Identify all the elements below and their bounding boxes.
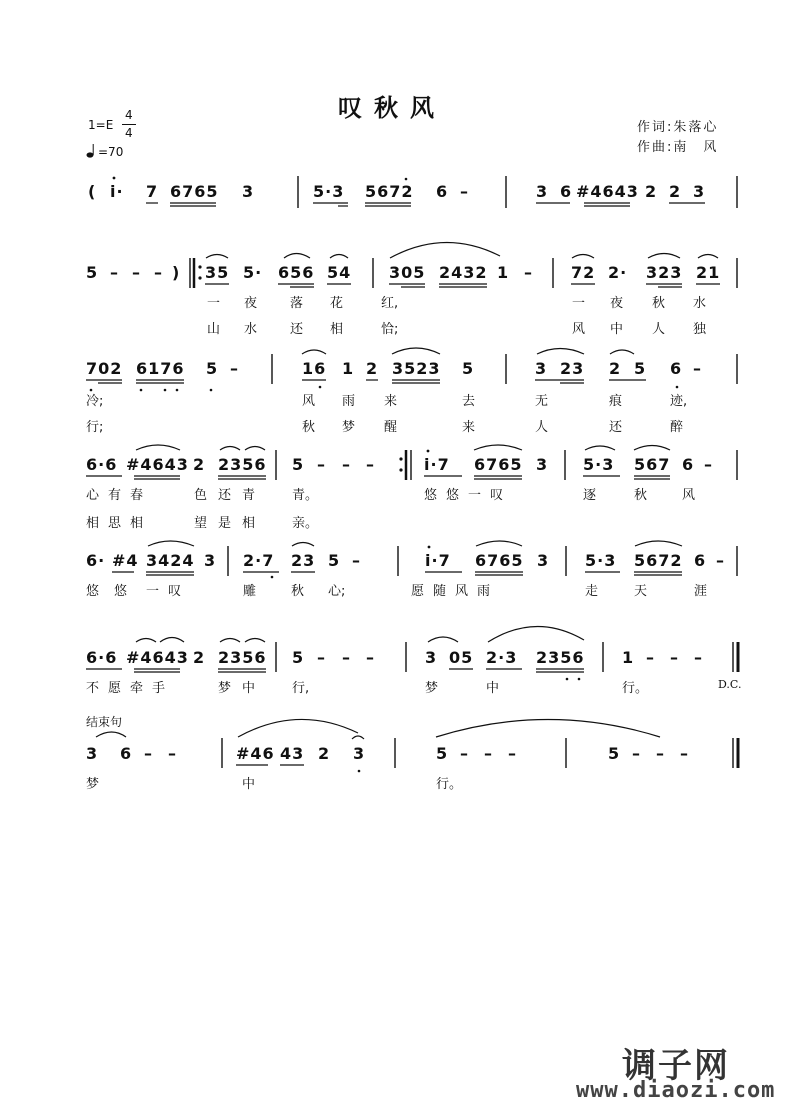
note-token: 305 (389, 263, 426, 282)
note-token: 2 (193, 648, 206, 667)
composer-credit: 作曲:南 风 (637, 140, 719, 155)
note-token: – (508, 744, 517, 763)
lyric-char: 还 (609, 420, 623, 435)
note-token: 6·6 (86, 455, 118, 474)
lyric-char: 亲。 (292, 516, 319, 531)
lyric-char: 一 (468, 488, 482, 503)
lyric-char: 恰; (381, 322, 399, 337)
note-token: 1 (497, 263, 510, 282)
lyric-char: 叹 (168, 584, 182, 599)
ending-label: 结束句 (86, 715, 123, 729)
note-token: – (342, 648, 351, 667)
note-token: 5· (243, 263, 263, 282)
lyric-char: 雕 (243, 584, 257, 599)
note-token: #4 (112, 551, 139, 570)
note-token: – (317, 455, 326, 474)
lyric-char: 还 (290, 322, 304, 337)
note-token: #46 (236, 744, 275, 763)
note-token: 6765 (475, 551, 524, 570)
note-token: 5 (292, 455, 305, 474)
note-token: ) (172, 263, 181, 282)
lyric-char: 色 (194, 488, 208, 503)
lyric-char: 是 (218, 516, 232, 531)
note-token: i· (110, 182, 124, 201)
time-signature-top: 4 (125, 108, 133, 122)
note-token: – (132, 263, 141, 282)
lyric-char: 梦 (425, 681, 439, 696)
note-token: 2· (608, 263, 628, 282)
lyric-char: 人 (652, 322, 666, 337)
note-token: – (694, 648, 703, 667)
note-token: 6 (694, 551, 707, 570)
note-token: 702 (86, 359, 123, 378)
note-token: 23 (291, 551, 316, 570)
note-token: 2432 (439, 263, 488, 282)
note-token: 6 (120, 744, 133, 763)
lyric-char: 中 (242, 777, 256, 792)
note-token: 2·7 (243, 551, 275, 570)
note-token: – (317, 648, 326, 667)
note-token: – (460, 182, 469, 201)
lyric-char: 行, (292, 681, 310, 696)
note-token: – (632, 744, 641, 763)
note-token: 54 (327, 263, 352, 282)
lyric-char: 心 (86, 488, 100, 503)
note-token: – (716, 551, 725, 570)
note-token: – (352, 551, 361, 570)
lyric-char: 秋 (302, 420, 316, 435)
note-token: 2 (366, 359, 379, 378)
note-token: 16 (302, 359, 327, 378)
note-token: 43 (280, 744, 305, 763)
lyric-char: 手 (152, 681, 166, 696)
lyric-char: 夜 (610, 296, 624, 311)
note-token: 3 (242, 182, 255, 201)
lyric-char: 思 (108, 516, 122, 531)
lyric-char: 愿 (411, 584, 425, 599)
note-token: – (366, 455, 375, 474)
lyric-char: 望 (194, 516, 208, 531)
note-token: 3 (204, 551, 217, 570)
note-token: 2356 (536, 648, 585, 667)
time-signature-bottom: 4 (125, 126, 133, 140)
note-token: 6765 (170, 182, 219, 201)
lyric-char: 一 (572, 296, 586, 311)
note-token: 2 (609, 359, 622, 378)
lyric-char: 青。 (292, 488, 319, 503)
note-token: – (680, 744, 689, 763)
note-token: i·7 (424, 455, 450, 474)
note-token: 1 (342, 359, 355, 378)
note-token: 3 (86, 744, 99, 763)
lyric-char: 无 (535, 394, 549, 409)
note-token: 2356 (218, 648, 267, 667)
note-token: 567 (634, 455, 671, 474)
lyric-char: 水 (693, 296, 707, 311)
lyric-char: 醒 (384, 420, 398, 435)
lyric-char: 醉 (670, 420, 684, 435)
lyric-char: 有 (108, 488, 122, 503)
lyric-char: 心; (328, 584, 346, 599)
lyric-char: 雨 (477, 584, 491, 599)
lyric-char: 风 (572, 322, 586, 337)
note-token: – (656, 744, 665, 763)
lyric-char: 落 (290, 296, 304, 311)
note-token: 6· (86, 551, 106, 570)
lyric-char: 夜 (244, 296, 258, 311)
note-token: 5·3 (313, 182, 345, 201)
lyric-char: 雨 (342, 394, 356, 409)
note-token: 323 (646, 263, 683, 282)
note-token: 5 (462, 359, 475, 378)
lyric-char: 梦 (342, 420, 356, 435)
lyric-char: 青 (242, 488, 256, 503)
lyric-char: 梦 (86, 777, 100, 792)
lyric-char: 风 (455, 584, 469, 599)
lyric-char: 中 (242, 681, 256, 696)
lyric-char: 独 (693, 322, 707, 337)
lyric-char: 冷; (86, 394, 104, 409)
lyric-char: 悠 (424, 488, 438, 503)
note-token: 5 (206, 359, 219, 378)
watermark-url: www.diaozi.com (576, 1078, 776, 1103)
note-token: 3 (353, 744, 366, 763)
lyric-char: 中 (486, 681, 500, 696)
note-token: 23 (560, 359, 585, 378)
lyric-char: 行。 (622, 681, 649, 696)
note-token: 1 (622, 648, 635, 667)
note-token: 5672 (634, 551, 683, 570)
note-token: 5 (328, 551, 341, 570)
lyric-char: 秋 (652, 296, 666, 311)
lyric-char: 山 (207, 322, 221, 337)
watermark-site-name: 调子网 (622, 1046, 730, 1086)
lyric-char: 痕 (609, 394, 623, 409)
note-token: 2356 (218, 455, 267, 474)
note-token: 5 (292, 648, 305, 667)
note-token: 6 (560, 182, 573, 201)
lyric-char: 来 (462, 420, 476, 435)
lyric-char: 行。 (436, 777, 463, 792)
note-token: 3 (425, 648, 438, 667)
note-token: 3 (537, 551, 550, 570)
note-token: – (646, 648, 655, 667)
lyric-char: 牵 (130, 681, 144, 696)
note-token: 5·3 (583, 455, 615, 474)
note-token: 7 (146, 182, 159, 201)
lyricist-credit: 作词:朱落心 (637, 120, 719, 135)
lyric-char: 一 (146, 584, 160, 599)
note-token: 3 (535, 359, 548, 378)
note-token: 5 (608, 744, 621, 763)
note-token: 3523 (392, 359, 441, 378)
note-token: – (693, 359, 702, 378)
note-token: – (168, 744, 177, 763)
note-token: 3 (693, 182, 706, 201)
note-token: 72 (571, 263, 596, 282)
note-token: – (484, 744, 493, 763)
lyric-char: 随 (433, 584, 447, 599)
lyric-char: 还 (218, 488, 232, 503)
note-token: – (366, 648, 375, 667)
lyric-char: 走 (585, 584, 599, 599)
lyric-char: 春 (130, 488, 144, 503)
lyric-char: 风 (302, 394, 316, 409)
note-token: 6765 (474, 455, 523, 474)
lyric-char: 逐 (583, 488, 597, 503)
note-token: 3 (536, 455, 549, 474)
lyric-char: 去 (462, 394, 476, 409)
note-token: 35 (205, 263, 230, 282)
note-token: 6 (436, 182, 449, 201)
note-token: 2 (645, 182, 658, 201)
note-token: 05 (449, 648, 474, 667)
dc-marking: D.C. (718, 678, 742, 691)
lyric-char: 花 (330, 296, 344, 311)
lyric-char: 迹, (670, 394, 688, 409)
note-token: 656 (278, 263, 315, 282)
lyric-char: 梦 (218, 681, 232, 696)
note-token: 6 (682, 455, 695, 474)
note-token: 5 (634, 359, 647, 378)
lyric-char: 天 (634, 584, 648, 599)
lyric-char: 一 (207, 296, 221, 311)
note-token: 5 (86, 263, 99, 282)
lyric-char: 悠 (114, 584, 128, 599)
lyric-char: 风 (682, 488, 696, 503)
lyric-char: 中 (610, 322, 624, 337)
note-token: – (342, 455, 351, 474)
note-token: 2 (318, 744, 331, 763)
note-token: 6176 (136, 359, 185, 378)
lyric-char: 愿 (108, 681, 122, 696)
lyric-char: 相 (130, 516, 144, 531)
tempo-marking: =70 (98, 145, 124, 159)
note-token: 5·3 (585, 551, 617, 570)
lyric-char: 人 (535, 420, 549, 435)
lyric-char: 悠 (446, 488, 460, 503)
note-token: 21 (696, 263, 721, 282)
note-token: – (154, 263, 163, 282)
lyric-char: 相 (86, 516, 100, 531)
key-signature: 1=E (88, 118, 114, 132)
lyric-char: 相 (330, 322, 344, 337)
note-token: ( (88, 182, 97, 201)
note-token: – (110, 263, 119, 282)
lyric-char: 行; (86, 420, 104, 435)
note-token: 2 (669, 182, 682, 201)
note-token: 3 (536, 182, 549, 201)
lyric-char: 秋 (634, 488, 648, 503)
lyric-char: 悠 (86, 584, 100, 599)
note-token: 5 (436, 744, 449, 763)
note-token: – (144, 744, 153, 763)
lyric-char: 叹 (490, 488, 504, 503)
note-token: #4643 (126, 648, 189, 667)
lyric-char: 不 (86, 681, 100, 696)
note-token: – (460, 744, 469, 763)
note-token: – (704, 455, 713, 474)
lyric-char: 相 (242, 516, 256, 531)
lyric-char: 来 (384, 394, 398, 409)
lyric-char: 红, (381, 296, 399, 311)
note-token: 5672 (365, 182, 414, 201)
note-token: 2·3 (486, 648, 518, 667)
note-token: i·7 (425, 551, 451, 570)
lyric-char: 涯 (694, 584, 708, 599)
lyric-char: 水 (244, 322, 258, 337)
note-token: 2 (193, 455, 206, 474)
lyric-char: 秋 (291, 584, 305, 599)
note-token: – (524, 263, 533, 282)
note-token: – (670, 648, 679, 667)
note-token: #4643 (576, 182, 639, 201)
page-title: 叹秋风 (338, 94, 446, 122)
note-token: 3424 (146, 551, 195, 570)
note-token: 6 (670, 359, 683, 378)
note-token: 6·6 (86, 648, 118, 667)
note-token: #4643 (126, 455, 189, 474)
note-token: – (230, 359, 239, 378)
